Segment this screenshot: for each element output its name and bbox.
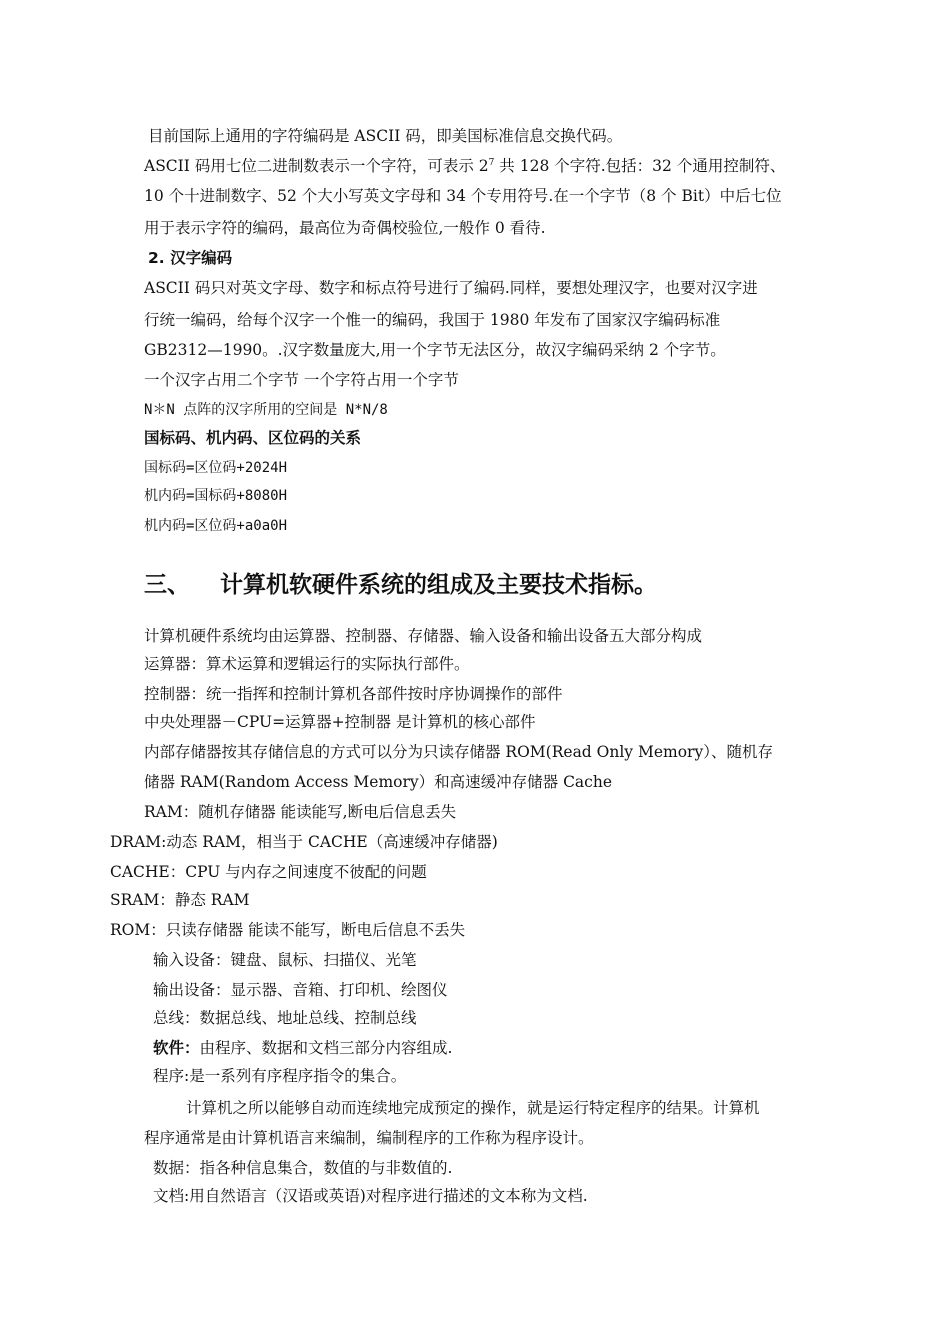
paragraph-line: GB2312—1990。.汉字数量庞大,用一个字节无法区分，故汉字编码采纳 2 个字节。	[144, 341, 726, 359]
paragraph-line: RAM：随机存储器 能读能写,断电后信息丢失	[144, 803, 457, 821]
paragraph-line: 计算机硬件系统均由运算器、控制器、存储器、输入设备和输出设备五大部分构成	[144, 627, 703, 645]
text-segment: 由程序、数据和文档三部分内容组成.	[199, 1039, 453, 1057]
term-software: 软件：	[153, 1039, 200, 1057]
paragraph-line: 程序通常是由计算机语言来编制，编制程序的工作称为程序设计。	[144, 1129, 594, 1147]
paragraph-line: CACHE：CPU 与内存之间速度不彼配的问题	[110, 863, 427, 881]
paragraph-line: ROM：只读存储器 能读不能写，断电后信息不丢失	[110, 921, 466, 939]
paragraph-line: 10 个十进制数字、52 个大小写英文字母和 34 个专用符号.在一个字节（8 个 Bit）中后七位	[144, 187, 782, 205]
formula-line: 机内码=国标码+8080H	[144, 488, 288, 504]
superscript: 7	[488, 157, 495, 168]
text-segment: 共 128 个字符.包括：32 个通用控制符、	[494, 157, 786, 175]
section-heading	[144, 570, 657, 600]
paragraph-line: 数据：指各种信息集合，数值的与非数值的.	[153, 1159, 453, 1177]
paragraph-line: SRAM：静态 RAM	[110, 891, 250, 909]
text-segment: ASCII 码用七位二进制数表示一个字符，可表示 2	[144, 157, 489, 175]
paragraph-line: 内部存储器按其存储信息的方式可以分为只读存储器 ROM(Read Only Memory）、随机存	[144, 743, 773, 761]
paragraph-line: 计算机之所以能够自动而连续地完成预定的操作，就是运行特定程序的结果。计算机	[186, 1099, 760, 1117]
paragraph-line: 输出设备：显示器、音箱、打印机、绘图仪	[153, 981, 448, 999]
paragraph-line: ASCII 码只对英文字母、数字和标点符号进行了编码.同样，要想处理汉字，也要对汉字进	[144, 279, 758, 297]
paragraph-line: DRAM:动态 RAM，相当于 CACHE（高速缓冲存储器)	[110, 833, 498, 851]
formula-line: 国标码=区位码+2024H	[144, 460, 288, 476]
paragraph-line: 运算器：算术运算和逻辑运行的实际执行部件。	[144, 655, 470, 673]
paragraph-line: 输入设备：键盘、鼠标、扫描仪、光笔	[153, 951, 417, 969]
paragraph-ascii-bits	[144, 156, 785, 176]
paragraph-line: 行统一编码，给每个汉字一个惟一的编码，我国于 1980 年发布了国家汉字编码标准	[144, 311, 721, 329]
paragraph-line: N＊N 点阵的汉字所用的空间是 N*N/8	[144, 402, 388, 418]
paragraph-line: 总线：数据总线、地址总线、控制总线	[153, 1009, 417, 1027]
paragraph-line: 文档:用自然语言（汉语或英语)对程序进行描述的文本称为文档.	[153, 1187, 588, 1205]
paragraph-line: 程序:是一系列有序程序指令的集合。	[153, 1067, 407, 1085]
section-title: 计算机软硬件系统的组成及主要技术指标。	[220, 572, 657, 598]
paragraph-line: 中央处理器－CPU=运算器+控制器 是计算机的核心部件	[144, 713, 536, 731]
paragraph-line: 储器 RAM(Random Access Memory）和高速缓冲存储器 Cache	[144, 773, 613, 791]
formula-line: 机内码=区位码+a0a0H	[144, 518, 288, 534]
paragraph-ascii-intro: 目前国际上通用的字符编码是 ASCII 码，即美国标准信息交换代码。	[148, 127, 623, 145]
subheading-code-relations: 国标码、机内码、区位码的关系	[144, 429, 362, 447]
paragraph-line	[153, 1038, 452, 1058]
paragraph-line: 一个汉字占用二个字节 一个字符占用一个字节	[144, 371, 459, 389]
paragraph-line: 控制器：统一指挥和控制计算机各部件按时序协调操作的部件	[144, 685, 563, 703]
section-number: 三、	[144, 572, 190, 598]
subheading-chinese-encoding: 2. 汉字编码	[148, 249, 233, 267]
paragraph-line: 用于表示字符的编码，最高位为奇偶校验位,一般作 0 看待.	[144, 219, 546, 237]
